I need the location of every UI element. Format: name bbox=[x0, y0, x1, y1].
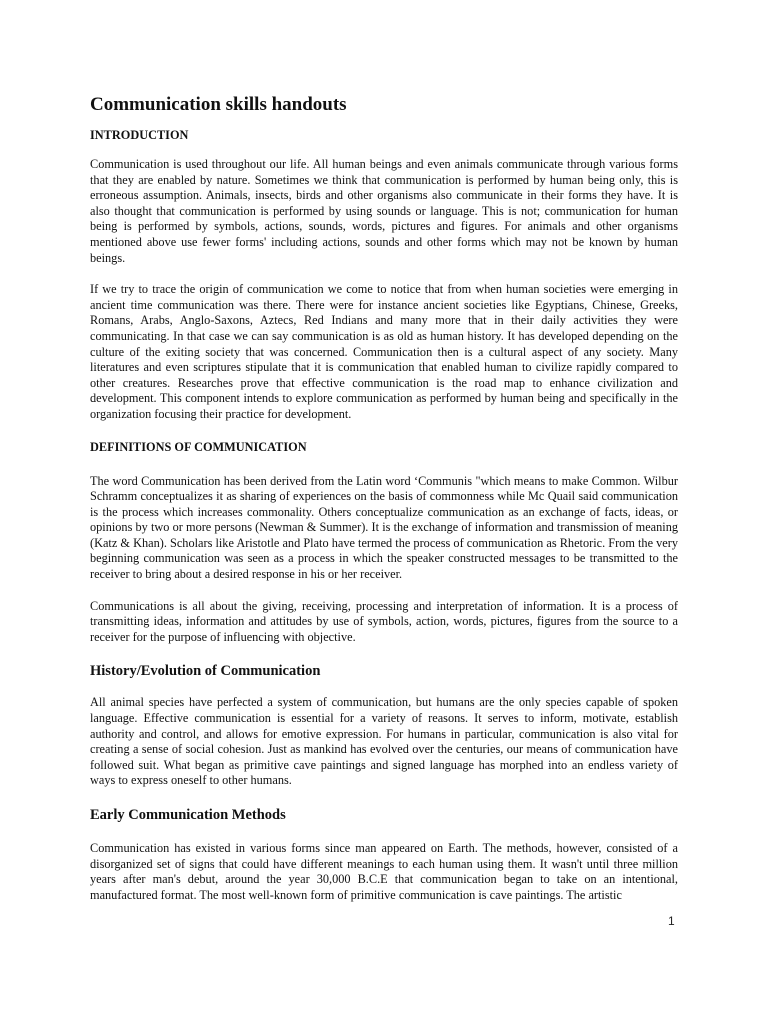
early-methods-heading: Early Communication Methods bbox=[90, 807, 286, 823]
definitions-paragraph-1: The word Communication has been derived from the Latin word ‘Communis "which means to make Common. Wilbur Schramm conceptualizes it as sharing of experiences on the basis of commonness while Mc Quail said communication is the process which increases commonality. Others conceptualize communication as an exchange of facts, ideas, or opinions by two or more persons (Newman & Summer). It is the exchange of information and transmission of meaning (Katz & Khan). Scholars like Aristotle and Plato have termed the process of communication as Rhetoric. From the very beginning communication was seen as a process in which the speaker constructed messages to be transmitted to the receiver to bring about a desired response in his or her receiver. bbox=[90, 473, 678, 582]
history-heading: History/Evolution of Communication bbox=[90, 663, 321, 680]
introduction-heading: INTRODUCTION bbox=[90, 128, 189, 142]
definitions-heading: DEFINITIONS OF COMMUNICATION bbox=[90, 439, 307, 454]
document-title: Communication skills handouts bbox=[90, 94, 347, 115]
history-paragraph-1: All animal species have perfected a system of communication, but humans are the only species capable of spoken language. Effective communication is essential for a variety of reasons. It serves to inform, motivate, establish authority and control, and allows for emotive expression. For humans in particular, communication is also vital for creating a sense of social cohesion. Just as mankind has evolved over the centuries, our means of communication have followed suit. What began as primitive cave paintings and signed language has morphed into an endless variety of ways to express oneself to other humans. bbox=[90, 695, 678, 788]
page-number: 1 bbox=[668, 914, 675, 928]
definitions-paragraph-2: Communications is all about the giving, receiving, processing and interpretation of information. It is a process of transmitting ideas, information and attitudes by use of symbols, action, words, pictures, figures from the source to a receiver for the purpose of influencing with objective. bbox=[90, 598, 678, 644]
introduction-paragraph-2: If we try to trace the origin of communication we come to notice that from when human societies were emerging in ancient time communication was there. There were for instance ancient societies like Egyptians, Chinese, Greeks, Romans, Arabs, Anglo-Saxons, Aztecs, Red Indians and many more that in their daily activities they were communicating. In that case we can say communication is as old as human history. It has developed depending on the culture of the exiting society that was concerned. Communication then is a cultural aspect of any society. Many literatures and even scriptures stipulate that it is communication that enabled human to civilize rapidly compared to other creatures. Researches prove that effective communication is the road map to enhance civilization and development. This component intends to explore communication as performed by human being and specifically in the organization focusing their practice for development. bbox=[90, 282, 678, 421]
early-methods-paragraph-1: Communication has existed in various forms since man appeared on Earth. The methods, however, consisted of a disorganized set of signs that could have different meanings to each human using them. It wasn't until three million years after man's debut, around the year 30,000 B.C.E that communication began to take on an intentional, manufactured format. The most well-known form of primitive communication is cave paintings. The artistic bbox=[90, 841, 678, 902]
introduction-paragraph-1: Communication is used throughout our life. All human beings and even animals communicate through various forms that they are enabled by nature. Sometimes we think that communication is performed by human being only, this is erroneous assumption. Animals, insects, birds and other organisms also communicate in their forms they have. It is also thought that communication is performed by using sounds or language. This is not; communication for human being is performed by symbols, actions, sounds, words, pictures and figures. For animals and other organisms mentioned above use fewer forms' including actions, sounds and other forms which may not be known by human beings. bbox=[90, 157, 678, 265]
document-page bbox=[90, 92, 678, 903]
